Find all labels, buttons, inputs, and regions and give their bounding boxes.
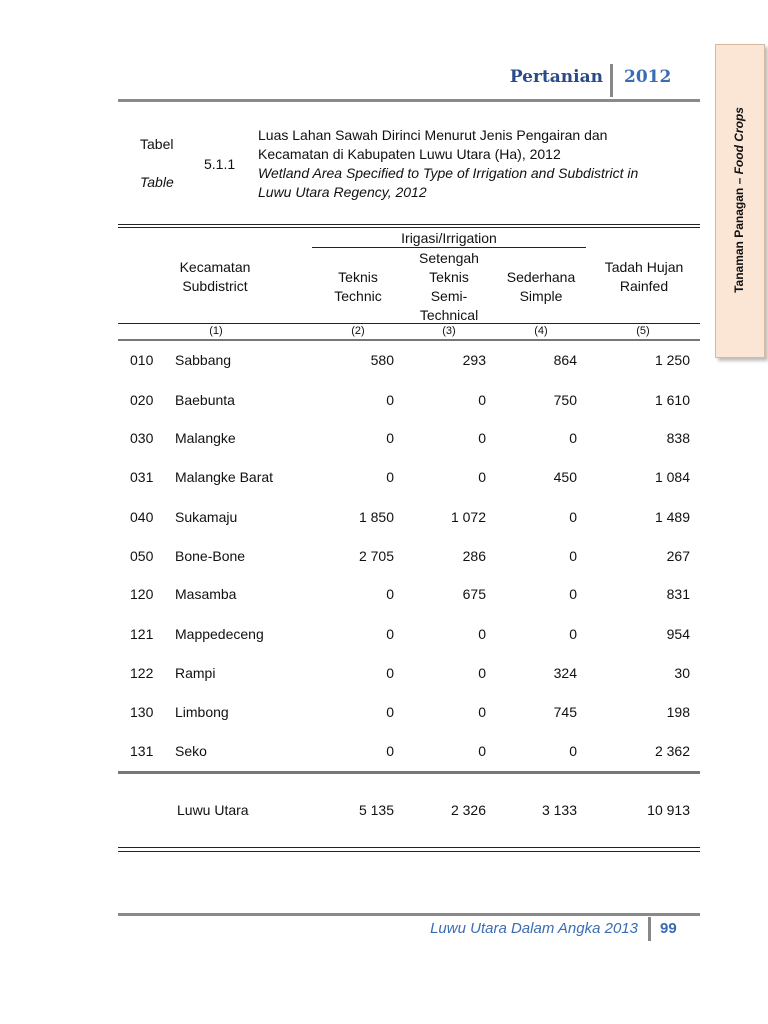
row-code: 121 [130,626,154,642]
header-sederhana [496,268,586,306]
side-chapter-separator: – [732,174,746,188]
row-code: 130 [130,704,154,720]
row-tadah: 198 [666,704,690,720]
row-tadah: 838 [666,430,690,446]
table-number: 5.1.1 [204,156,236,172]
table-row [118,509,700,529]
row-tadah: 2 362 [654,743,690,759]
row-sederhana: 0 [569,548,577,564]
row-setengah: 675 [462,586,486,602]
row-setengah: 0 [478,430,486,446]
title-en-line-1: Wetland Area Specified to Type of Irrigation and Subdistrict in [258,165,639,181]
total-setengah: 2 326 [450,802,486,818]
section-title: Pertanian [509,67,603,87]
side-chapter-en: Food Crops [732,107,746,175]
table-row [118,586,700,606]
footer-rule [118,913,700,916]
col-number-5: (5) [636,325,650,337]
header-year: 2012 [624,67,672,87]
row-sederhana: 750 [553,392,577,408]
header-tadah-id: Tadah Hujan [604,259,684,275]
row-code: 031 [130,469,154,485]
row-sederhana: 0 [569,743,577,759]
row-sederhana: 0 [569,430,577,446]
row-teknis: 0 [386,743,394,759]
row-teknis: 0 [386,704,394,720]
header-kecamatan [150,258,280,296]
header-teknis [316,268,400,306]
title-id-line-2: Kecamatan di Kabupaten Luwu Utara (Ha), 2012 [258,146,561,162]
header-setengah-2: Teknis [429,269,469,285]
row-setengah: 293 [462,352,486,368]
row-code: 010 [130,352,154,368]
side-chapter-main: Tanaman Panagan [732,187,746,293]
row-code: 050 [130,548,154,564]
row-sederhana: 450 [553,469,577,485]
row-name: Mappedeceng [175,626,264,642]
row-setengah: 0 [478,469,486,485]
row-tadah: 1 610 [654,392,690,408]
table-row [118,626,700,646]
col-number-3: (3) [442,325,456,337]
row-sederhana: 324 [553,665,577,681]
row-name: Masamba [175,586,237,602]
row-tadah: 30 [674,665,690,681]
header-setengah-1: Setengah [419,250,479,266]
row-setengah: 1 072 [450,509,486,525]
header-tadah-en: Rainfed [619,278,669,294]
col-number-1: (1) [209,325,223,337]
row-teknis: 0 [386,586,394,602]
total-top-rule [118,771,700,774]
table-row [118,704,700,724]
row-name: Bone-Bone [175,548,246,564]
row-code: 020 [130,392,154,408]
col-number-4: (4) [534,325,548,337]
table-bottom-rule-1 [118,847,700,848]
row-tadah: 267 [666,548,690,564]
header-sederhana-id: Sederhana [506,269,576,285]
header-setengah-teknis [404,249,494,325]
table-row [118,469,700,489]
row-setengah: 0 [478,392,486,408]
row-setengah: 0 [478,704,486,720]
row-sederhana: 0 [569,626,577,642]
row-code: 120 [130,586,154,602]
row-teknis: 0 [386,469,394,485]
title-id-line-1: Luas Lahan Sawah Dirinci Menurut Jenis Pengairan dan [258,127,608,143]
irrigation-group-rule [312,247,586,248]
row-name: Limbong [175,704,229,720]
row-tadah: 1 489 [654,509,690,525]
header-kecamatan-id: Kecamatan [179,259,251,275]
row-sederhana: 0 [569,586,577,602]
header-kecamatan-en: Subdistrict [182,278,248,294]
row-name: Seko [175,743,207,759]
header-setengah-3: Semi- [430,288,468,304]
footer-divider [648,917,651,941]
row-name: Rampi [175,665,216,681]
row-setengah: 0 [478,626,486,642]
row-tadah: 1 084 [654,469,690,485]
row-setengah: 286 [462,548,486,564]
table-row [118,430,700,450]
row-name: Malangke Barat [175,469,274,485]
row-teknis: 0 [386,626,394,642]
row-teknis: 0 [386,430,394,446]
table-top-rule-2 [118,227,700,228]
colnum-bottom-rule [118,339,700,341]
header-teknis-en: Technic [334,288,382,304]
row-name: Malangke [175,430,236,446]
col-number-2: (2) [351,325,365,337]
total-row [118,802,700,822]
row-teknis: 0 [386,392,394,408]
table-row [118,352,700,372]
row-sederhana: 864 [553,352,577,368]
table-bottom-rule-2 [118,851,700,852]
row-teknis: 1 850 [358,509,394,525]
table-row [118,392,700,412]
row-sederhana: 0 [569,509,577,525]
row-setengah: 0 [478,665,486,681]
header-setengah-4: Technical [419,307,479,323]
total-name: Luwu Utara [177,802,249,818]
row-tadah: 954 [666,626,690,642]
row-tadah: 831 [666,586,690,602]
table-top-rule-1 [118,224,700,225]
header-teknis-id: Teknis [338,269,378,285]
header-rule [118,99,700,102]
caption-tabel-label: Tabel [140,136,174,152]
table-row [118,548,700,568]
row-sederhana: 745 [553,704,577,720]
row-code: 131 [130,743,154,759]
total-tadah: 10 913 [647,802,690,818]
page-number: 99 [660,920,677,937]
irrigation-group-header: Irigasi/Irrigation [401,230,497,246]
row-code: 040 [130,509,154,525]
total-teknis: 5 135 [358,802,394,818]
header-divider [610,64,613,97]
row-code: 030 [130,430,154,446]
table-row [118,743,700,763]
row-name: Sukamaju [175,509,238,525]
row-setengah: 0 [478,743,486,759]
total-sederhana: 3 133 [541,802,577,818]
caption-table-label: Table [140,174,174,190]
header-bottom-rule [118,323,700,324]
row-teknis: 2 705 [358,548,394,564]
row-name: Sabbang [175,352,232,368]
row-tadah: 1 250 [654,352,690,368]
header-tadah-hujan [592,258,696,296]
table-title [258,126,698,202]
table-row [118,665,700,685]
header-sederhana-en: Simple [519,288,563,304]
title-en-line-2: Luwu Utara Regency, 2012 [258,184,427,200]
footer-publication: Luwu Utara Dalam Angka 2013 [430,920,638,937]
row-name: Baebunta [175,392,235,408]
row-teknis: 580 [370,352,394,368]
row-teknis: 0 [386,665,394,681]
row-code: 122 [130,665,154,681]
